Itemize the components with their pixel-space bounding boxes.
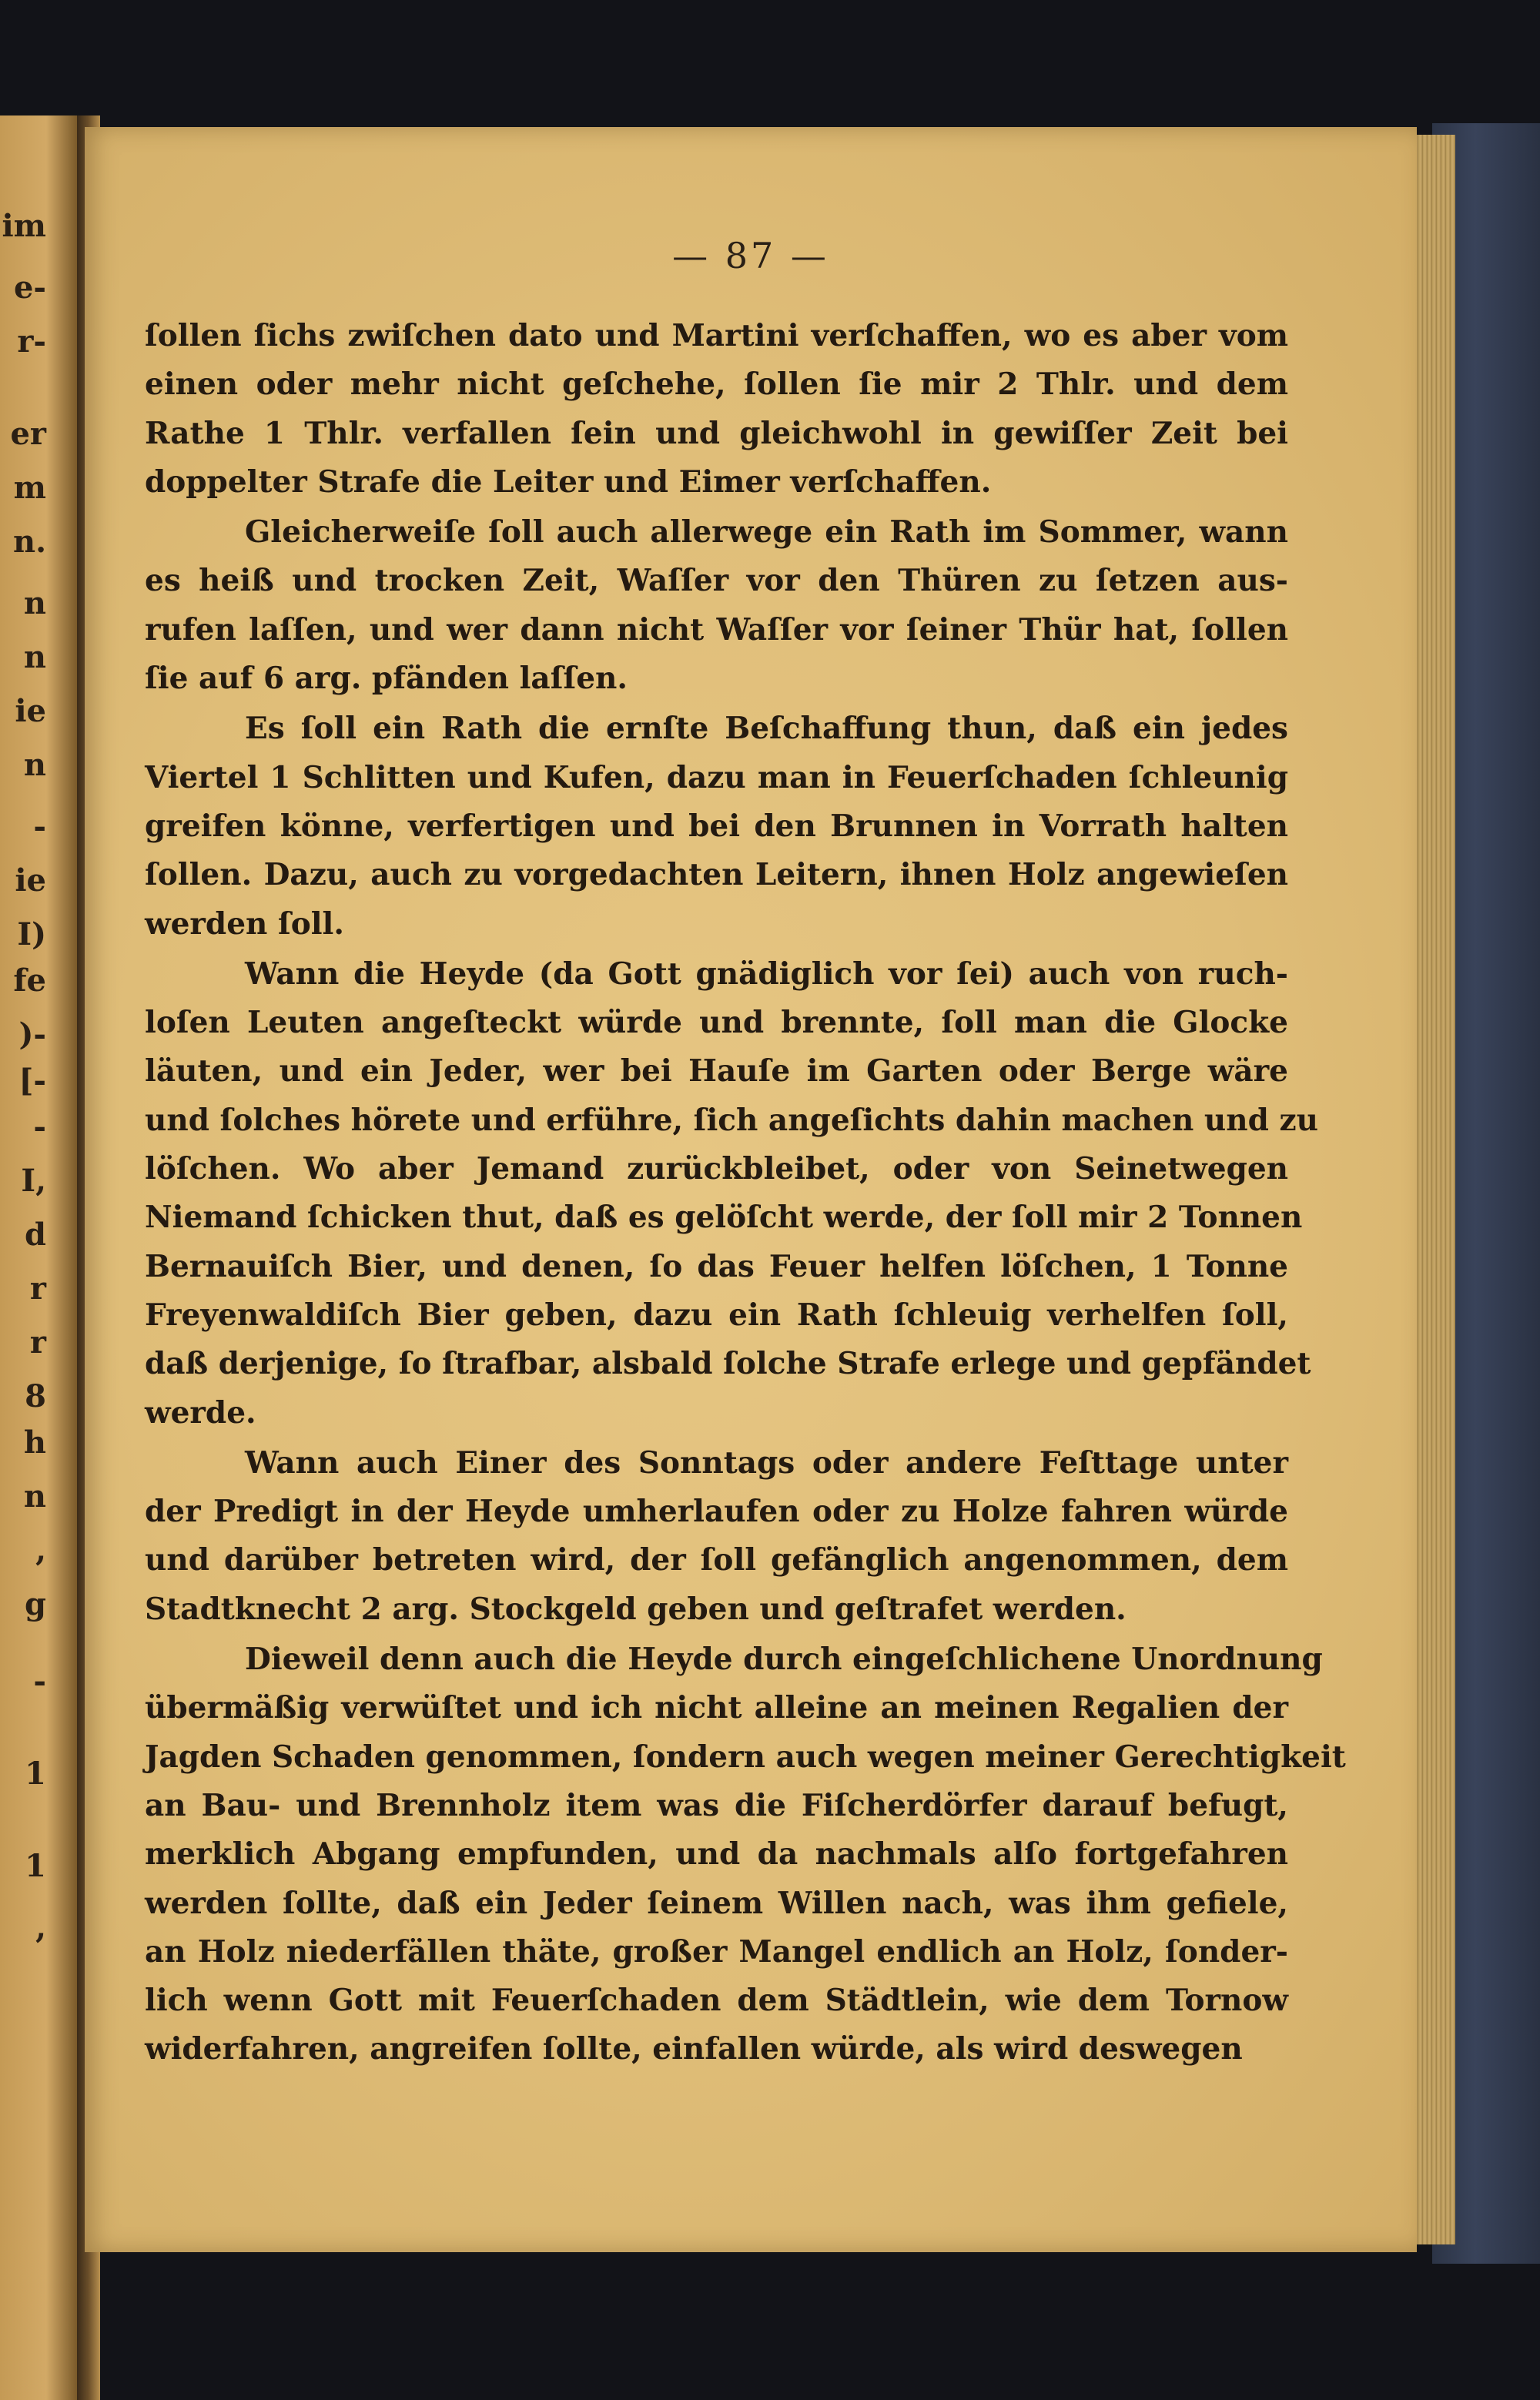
text-line: übermäßig verwüſtet und ich nicht alleine an meinen Regalien der	[145, 1690, 1288, 1726]
previous-page-fragment: fe	[13, 962, 46, 999]
text-line: Stadtknecht 2 arg. Stockgeld geben und geſtrafet werden.	[145, 1591, 1127, 1627]
paragraph	[145, 312, 1288, 507]
text-line: Gleicherweiſe ſoll auch allerwege ein Rath im Sommer, wann	[245, 514, 1288, 551]
text-line: merklich Abgang empfunden, und da nachmals alſo fortgefahren	[145, 1836, 1288, 1873]
text-line: ſollen ſichs zwiſchen dato und Martini verſchaffen, wo es aber vom	[145, 318, 1288, 353]
text-line: Wann die Heyde (da Gott gnädiglich vor ſei) auch von ruch-	[245, 956, 1288, 992]
text-line: Bernauiſch Bier, und denen, ſo das Feuer helfen löſchen, 1 Tonne	[145, 1248, 1288, 1284]
text-line: und darüber betreten wird, der ſoll gefänglich angenommen, dem	[145, 1542, 1288, 1578]
text-line: rufen laſſen, und wer dann nicht Waſſer vor ſeiner Thür hat, ſollen	[145, 611, 1288, 648]
page-number: — 87 —	[672, 235, 829, 276]
previous-page-fragment: n	[23, 747, 46, 783]
paragraph	[145, 508, 1288, 703]
text-line: an Holz niederfällen thäte, großer Mangel endlich an Holz, ſonder-	[145, 1933, 1288, 1970]
text-line: werde.	[145, 1394, 256, 1431]
previous-page-fragment: d	[25, 1217, 46, 1253]
text-line: Es ſoll ein Rath die ernſte Beſchaffung thun, daß ein jedes	[245, 711, 1288, 747]
previous-page-fragment: ,	[35, 1910, 46, 1946]
text-line: daß derjenige, ſo ſtrafbar, alsbald ſolche Strafe erlege und gepfändet	[145, 1346, 1311, 1382]
previous-page-fragment: n	[23, 639, 46, 675]
previous-page-fragment: r	[29, 1270, 46, 1307]
previous-page-fragment: n	[23, 1478, 46, 1515]
previous-page-fragment: ie	[15, 693, 46, 729]
text-line: ſie auf 6 arg. pfänden laſſen.	[145, 661, 628, 697]
text-line: löſchen. Wo aber Jemand zurückbleibet, oder von Seinetwegen	[145, 1151, 1288, 1187]
text-line: Freyenwaldiſch Bier geben, dazu ein Rath ſchleuig verhelfen ſoll,	[145, 1297, 1288, 1333]
text-line: läuten, und ein Jeder, wer bei Hauſe im Garten oder Berge wäre	[145, 1053, 1288, 1090]
text-line: loſen Leuten angeſteckt würde und brennte, ſoll man die Glocke	[145, 1005, 1288, 1041]
text-line: doppelter Strafe die Leiter und Eimer verſchaffen.	[145, 464, 992, 500]
previous-page-fragment: [-	[18, 1063, 46, 1099]
text-line: lich wenn Gott mit Feuerſchaden dem Städtlein, wie dem Tornow	[145, 1983, 1288, 2019]
previous-page-fragment: I,	[21, 1163, 46, 1199]
previous-page-fragment: er	[10, 416, 46, 452]
previous-page-fragment: 1	[25, 1756, 46, 1792]
text-line: an Bau- und Brennholz item was die Fiſcherdörfer darauf befugt,	[145, 1787, 1288, 1823]
paragraph	[145, 1439, 1288, 1634]
previous-page-fragment: n.	[12, 524, 46, 560]
previous-page-fragment: )-	[18, 1016, 46, 1053]
previous-page-fragment: m	[13, 470, 46, 506]
previous-page-fragment: ,	[35, 1532, 46, 1568]
text-line: werden ſoll.	[145, 905, 344, 942]
text-line: Wann auch Einer des Sonntags oder andere Feſttage unter	[245, 1444, 1288, 1481]
previous-page-fragment: -	[33, 1109, 46, 1145]
text-line: einen oder mehr nicht geſchehe, ſollen ſie mir 2 Thlr. und dem	[145, 367, 1288, 403]
text-line: und ſolches hörete und erführe, ſich angeſichts dahin machen und zu	[145, 1102, 1318, 1138]
text-line: Viertel 1 Schlitten und Kufen, dazu man in Feuerſchaden ſchleunig	[145, 759, 1288, 795]
previous-page-fragment: I)	[17, 916, 46, 952]
paragraph	[145, 950, 1318, 1438]
previous-page-fragment: e-	[13, 269, 46, 306]
paragraph	[145, 705, 1288, 948]
book-page	[85, 127, 1417, 2252]
previous-page-fragment: r-	[17, 323, 46, 360]
page-body-text	[145, 312, 1346, 2076]
text-line: Jagden Schaden genommen, ſondern auch wegen meiner Gerechtigkeit	[145, 1739, 1346, 1775]
previous-page-fragment: r	[29, 1324, 46, 1361]
text-line: ſollen. Dazu, auch zu vorgedachten Leitern, ihnen Holz angewieſen	[145, 857, 1288, 893]
previous-page-fragment: n	[23, 585, 46, 621]
text-line: der Predigt in der Heyde umherlaufen oder zu Holze fahren würde	[145, 1494, 1288, 1530]
previous-page-fragment: -	[33, 1663, 46, 1699]
previous-page-fragment: im	[2, 208, 46, 244]
text-line: werden ſollte, daß ein Jeder ſeinem Willen nach, was ihm gefiele,	[145, 1885, 1288, 1921]
text-line: Niemand ſchicken thut, daß es gelöſcht werde, der ſoll mir 2 Tonnen	[145, 1200, 1303, 1236]
previous-page-strip	[0, 115, 77, 2400]
previous-page-fragment: -	[33, 808, 46, 845]
previous-page-fragment: h	[23, 1424, 46, 1461]
previous-page-fragment: 1	[25, 1848, 46, 1884]
text-line: widerfahren, angreifen ſollte, einfallen würde, als wird deswegen	[145, 2031, 1243, 2067]
previous-page-fragment: 8	[25, 1378, 46, 1414]
text-line: greifen könne, verfertigen und bei den Brunnen in Vorrath halten	[145, 808, 1288, 844]
previous-page-fragment: g	[25, 1586, 46, 1622]
text-line: es heiß und trocken Zeit, Waſſer vor den Thüren zu ſetzen aus-	[145, 563, 1288, 599]
previous-page-fragment: ie	[15, 862, 46, 899]
text-line: Rathe 1 Thlr. verfallen ſein und gleichwohl in gewiſſer Zeit bei	[145, 415, 1288, 451]
text-line: Dieweil denn auch die Heyde durch eingeſchlichene Unordnung	[245, 1642, 1323, 1678]
paragraph	[145, 1635, 1346, 2074]
